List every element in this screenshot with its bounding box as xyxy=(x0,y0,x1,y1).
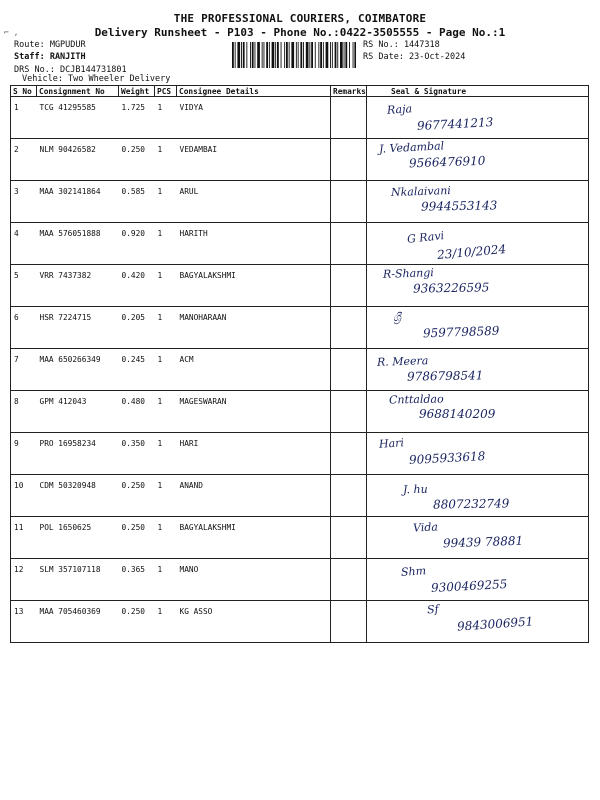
signature-name: G Ravi xyxy=(406,229,445,246)
cell-pcs: 1 xyxy=(155,97,177,139)
cell-pcs: 1 xyxy=(155,265,177,307)
cell-sno: 12 xyxy=(11,559,37,601)
cell-signature xyxy=(367,223,589,265)
cell-remarks xyxy=(331,139,367,181)
runsheet-subtitle: Delivery Runsheet - P103 - Phone No.:0422-3505555 - Page No.:1 xyxy=(94,26,506,39)
cell-remarks xyxy=(331,97,367,139)
cell-pcs: 1 xyxy=(155,475,177,517)
cell-consignment: POL 1650625 xyxy=(37,517,119,559)
cell-sno: 5 xyxy=(11,265,37,307)
cell-weight: 0.250 xyxy=(119,517,155,559)
signature-name: Raja xyxy=(386,102,413,117)
drs-number: DRS No.: DCJB144731801 xyxy=(14,65,127,75)
cell-weight: 0.350 xyxy=(119,433,155,475)
cell-consignee: BAGYALAKSHMI xyxy=(177,265,331,307)
cell-sno: 9 xyxy=(11,433,37,475)
cell-consignee: MANO xyxy=(177,559,331,601)
cell-consignment: HSR 7224715 xyxy=(37,307,119,349)
cell-pcs: 1 xyxy=(155,181,177,223)
cell-consignee: ARUL xyxy=(177,181,331,223)
rs-number: RS No.: 1447318 xyxy=(363,40,440,50)
cell-signature xyxy=(367,265,589,307)
cell-consignment: MAA 650266349 xyxy=(37,349,119,391)
cell-pcs: 1 xyxy=(155,559,177,601)
cell-pcs: 1 xyxy=(155,223,177,265)
cell-signature xyxy=(367,475,589,517)
cell-weight: 0.920 xyxy=(119,223,155,265)
col-header-pcs: PCS xyxy=(155,86,177,97)
cell-weight: 0.480 xyxy=(119,391,155,433)
signature-name: Nkalaivani xyxy=(390,183,452,200)
cell-remarks xyxy=(331,223,367,265)
signature-name: R. Meera xyxy=(376,354,429,369)
signature-name: ශ්‍රී xyxy=(392,310,402,325)
col-header-remarks: Remarks xyxy=(331,86,367,97)
signature-phone: 23/10/2024 xyxy=(436,242,507,262)
signature-phone: 9300469255 xyxy=(430,577,508,595)
signature-name: Shm xyxy=(400,564,427,579)
staff-label: Staff: RANJITH xyxy=(14,52,86,62)
cell-sno: 4 xyxy=(11,223,37,265)
cell-remarks xyxy=(331,433,367,475)
table-row xyxy=(11,97,589,139)
cell-signature xyxy=(367,97,589,139)
cell-consignment: MAA 705460369 xyxy=(37,601,119,643)
cell-consignee: MAGESWARAN xyxy=(177,391,331,433)
col-header-weight: Weight xyxy=(119,86,155,97)
cell-pcs: 1 xyxy=(155,349,177,391)
cell-weight: 0.250 xyxy=(119,601,155,643)
signature-name: Cnttaldao xyxy=(388,392,444,407)
col-header-consignee: Consignee Details xyxy=(177,86,331,97)
cell-remarks xyxy=(331,601,367,643)
signature-name: J. Vedambal xyxy=(378,139,445,156)
cell-pcs: 1 xyxy=(155,139,177,181)
table-row xyxy=(11,559,589,601)
signature-phone: 9363226595 xyxy=(412,280,490,296)
table-header-row xyxy=(11,86,589,97)
cell-weight: 0.245 xyxy=(119,349,155,391)
signature-name: R-Shangi xyxy=(382,266,435,281)
cell-signature xyxy=(367,307,589,349)
signature-phone: 9597798589 xyxy=(422,323,500,341)
cell-sno: 3 xyxy=(11,181,37,223)
table-row xyxy=(11,475,589,517)
cell-remarks xyxy=(331,559,367,601)
cell-consignment: SLM 357107118 xyxy=(37,559,119,601)
cell-consignment: VRR 7437382 xyxy=(37,265,119,307)
signature-name: Sf xyxy=(426,602,440,617)
cell-pcs: 1 xyxy=(155,517,177,559)
cell-remarks xyxy=(331,181,367,223)
cell-consignment: TCG 41295585 xyxy=(37,97,119,139)
cell-weight: 1.725 xyxy=(119,97,155,139)
cell-consignee: HARITH xyxy=(177,223,331,265)
cell-weight: 0.585 xyxy=(119,181,155,223)
cell-signature xyxy=(367,517,589,559)
cell-signature xyxy=(367,391,589,433)
cell-signature xyxy=(367,139,589,181)
signature-phone: 9944553143 xyxy=(420,198,498,214)
signature-phone: 99439 78881 xyxy=(442,533,524,551)
cell-weight: 0.250 xyxy=(119,475,155,517)
cell-consignment: NLM 90426582 xyxy=(37,139,119,181)
cell-weight: 0.205 xyxy=(119,307,155,349)
cell-remarks xyxy=(331,391,367,433)
cell-signature xyxy=(367,349,589,391)
cell-consignee: ACM xyxy=(177,349,331,391)
cell-sno: 7 xyxy=(11,349,37,391)
signature-name: Hari xyxy=(378,436,405,451)
cell-signature xyxy=(367,433,589,475)
cell-consignment: PRO 16958234 xyxy=(37,433,119,475)
cell-weight: 0.250 xyxy=(119,139,155,181)
cell-sno: 6 xyxy=(11,307,37,349)
table-row xyxy=(11,307,589,349)
cell-consignment: GPM 412043 xyxy=(37,391,119,433)
corner-mark: ⌐ , xyxy=(4,28,19,37)
signature-phone: 9843006951 xyxy=(456,614,534,634)
table-row xyxy=(11,181,589,223)
cell-remarks xyxy=(331,475,367,517)
table-row xyxy=(11,601,589,643)
rs-date: RS Date: 23-Oct-2024 xyxy=(363,52,466,62)
cell-weight: 0.420 xyxy=(119,265,155,307)
company-title: THE PROFESSIONAL COURIERS, COIMBATORE xyxy=(173,12,427,25)
barcode xyxy=(232,42,356,68)
cell-sno: 2 xyxy=(11,139,37,181)
table-row xyxy=(11,223,589,265)
cell-consignee: ANAND xyxy=(177,475,331,517)
cell-remarks xyxy=(331,265,367,307)
signature-phone: 9566476910 xyxy=(408,153,486,171)
cell-consignment: MAA 576051888 xyxy=(37,223,119,265)
cell-pcs: 1 xyxy=(155,601,177,643)
cell-consignee: HARI xyxy=(177,433,331,475)
signature-phone: 9786798541 xyxy=(406,368,484,384)
cell-consignment: MAA 302141864 xyxy=(37,181,119,223)
cell-sno: 8 xyxy=(11,391,37,433)
col-header-sno: S No xyxy=(11,86,37,97)
table-row xyxy=(11,139,589,181)
cell-remarks xyxy=(331,307,367,349)
vehicle-label: Vehicle: Two Wheeler Delivery xyxy=(22,74,171,84)
cell-pcs: 1 xyxy=(155,307,177,349)
route-label: Route: MGPUDUR xyxy=(14,40,86,50)
cell-consignee: KG ASSO xyxy=(177,601,331,643)
cell-pcs: 1 xyxy=(155,391,177,433)
cell-signature xyxy=(367,559,589,601)
cell-consignment: CDM 50320948 xyxy=(37,475,119,517)
cell-remarks xyxy=(331,349,367,391)
signature-phone: 8807232749 xyxy=(432,496,510,512)
table-row xyxy=(11,349,589,391)
col-header-consignment: Consignment No xyxy=(37,86,119,97)
cell-weight: 0.365 xyxy=(119,559,155,601)
col-header-signature: Seal & Signature xyxy=(367,86,589,97)
signature-name: Vida xyxy=(412,520,439,535)
signature-phone: 9677441213 xyxy=(416,115,494,133)
cell-sno: 10 xyxy=(11,475,37,517)
cell-signature xyxy=(367,601,589,643)
table-row xyxy=(11,265,589,307)
signature-phone: 9095933618 xyxy=(408,449,486,467)
table-row xyxy=(11,391,589,433)
cell-sno: 1 xyxy=(11,97,37,139)
table-row xyxy=(11,433,589,475)
runsheet-table xyxy=(10,85,589,643)
cell-consignee: MANOHARAAN xyxy=(177,307,331,349)
cell-remarks xyxy=(331,517,367,559)
signature-phone: 9688140209 xyxy=(419,407,496,421)
cell-consignee: BAGYALAKSHMI xyxy=(177,517,331,559)
cell-sno: 11 xyxy=(11,517,37,559)
table-row xyxy=(11,517,589,559)
cell-pcs: 1 xyxy=(155,433,177,475)
cell-signature xyxy=(367,181,589,223)
cell-consignee: VEDAMBAI xyxy=(177,139,331,181)
signature-name: J. hu xyxy=(402,482,428,497)
cell-consignee: VIDYA xyxy=(177,97,331,139)
cell-sno: 13 xyxy=(11,601,37,643)
